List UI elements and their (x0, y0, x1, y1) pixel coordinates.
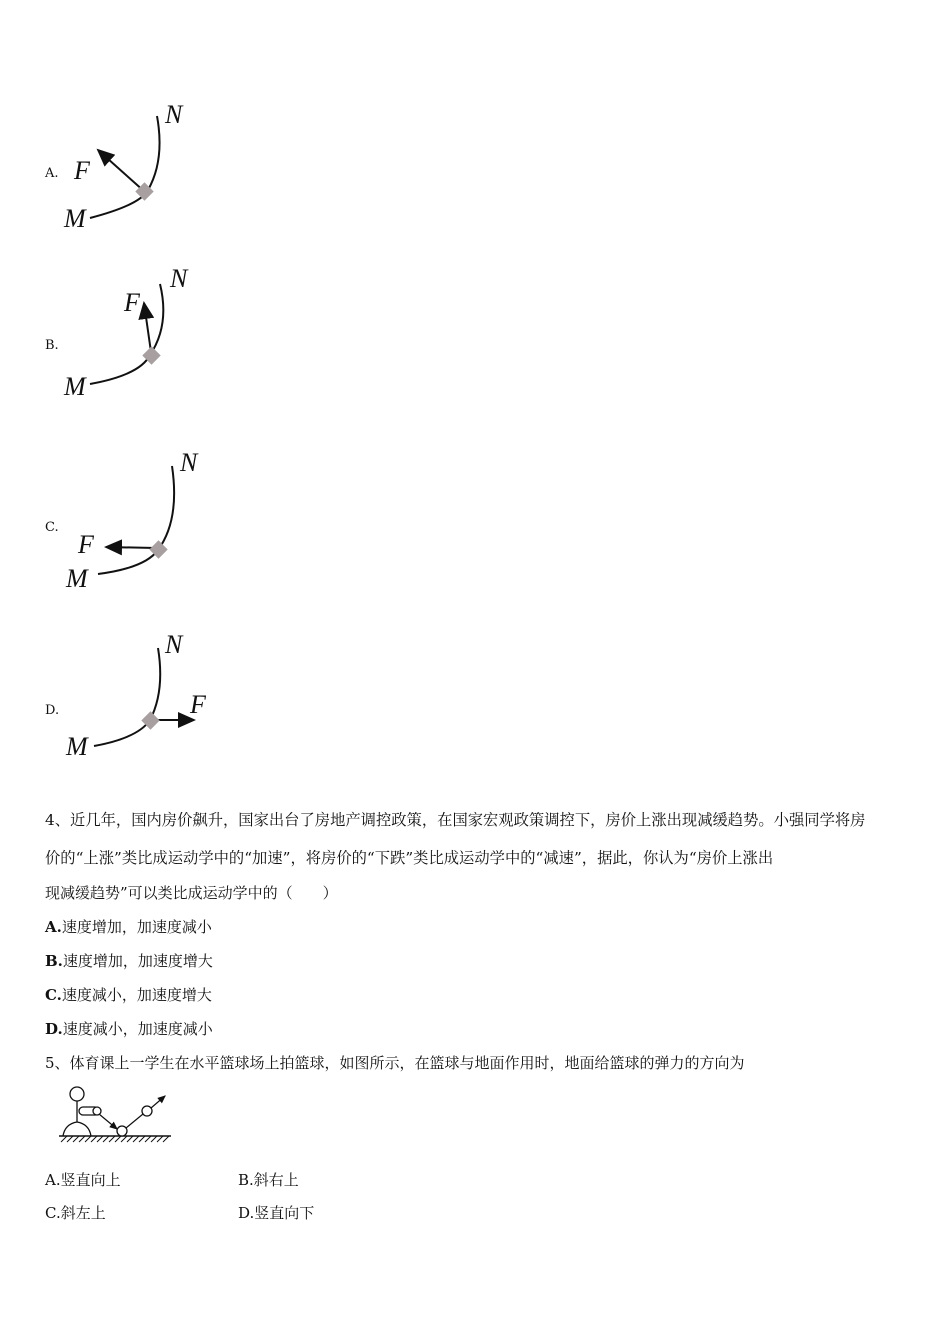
trajectory-curve (90, 116, 160, 218)
figure-b-option-label: B. (45, 338, 59, 353)
option-key: A. (45, 1171, 61, 1189)
q5-option-d (238, 1202, 314, 1223)
option-key: B. (238, 1171, 254, 1189)
ball-path-up (126, 1114, 143, 1128)
q5-option-b (238, 1169, 299, 1190)
basketball-figure (55, 1082, 180, 1147)
option-key: B. (45, 952, 63, 970)
basketball-ground (117, 1126, 127, 1136)
label-m: M (66, 732, 88, 761)
ground-hatching (61, 1136, 169, 1142)
q4-option-d (45, 1018, 213, 1039)
label-f: F (124, 288, 140, 317)
option-key: C. (45, 1204, 61, 1222)
trajectory-curve (98, 466, 174, 574)
label-m: M (64, 204, 86, 233)
label-f: F (78, 530, 94, 559)
option-text: 竖直向上 (60, 1171, 121, 1189)
force-arrow (106, 547, 156, 548)
label-f: F (74, 156, 90, 185)
ball-path-down (99, 1114, 117, 1129)
q4-stem-line-1: 4、近几年，国内房价飙升，国家出台了房地产调控政策，在国家宏观政策调控下，房价上涨出现减缓趋势。小强同学将房 (45, 811, 866, 829)
option-text: 斜左上 (60, 1204, 106, 1222)
q4-stem-line-2: 价的“上涨”类比成运动学中的“加速”，将房价的“下跌”类比成运动学中的“减速”，据此，你认为“房价上涨出 (45, 849, 774, 867)
label-f: F (190, 690, 206, 719)
force-arrow (98, 150, 145, 192)
option-text: 竖直向下 (254, 1204, 315, 1222)
q5-option-c (45, 1202, 106, 1223)
q4-option-a (45, 916, 212, 937)
trajectory-curve (94, 648, 160, 746)
q4-stem-line-3: 现减缓趋势”可以类比成运动学中的（ ） (45, 884, 338, 902)
figure-c-option-label: C. (45, 520, 59, 535)
label-n: N (165, 630, 183, 659)
option-text: 速度增加，加速度减小 (61, 918, 212, 936)
q5-stem: 5、体育课上一学生在水平篮球场上拍篮球，如图所示，在篮球与地面作用时，地面给篮球的弹力的方向为 (45, 1054, 745, 1072)
option-key: C. (45, 986, 62, 1004)
option-text: 速度减小，加速度增大 (61, 986, 212, 1004)
figure-d-option-label: D. (45, 703, 60, 718)
option-text: 斜右上 (253, 1171, 299, 1189)
label-n: N (170, 264, 188, 293)
option-text: 速度减小，加速度减小 (62, 1020, 213, 1038)
force-arrow (144, 303, 151, 352)
figure-a-option-label: A. (45, 166, 59, 181)
option-key: A. (45, 918, 62, 936)
q4-option-b (45, 950, 213, 971)
label-n: N (165, 100, 183, 129)
label-m: M (66, 564, 88, 593)
label-n: N (180, 448, 198, 477)
student-figure (63, 1087, 101, 1136)
option-text: 速度增加，加速度增大 (62, 952, 213, 970)
q5-option-a (45, 1169, 121, 1190)
label-m: M (64, 372, 86, 401)
ball-path-out (151, 1096, 165, 1108)
q4-option-c (45, 984, 212, 1005)
option-key: D. (45, 1020, 63, 1038)
basketball-air (142, 1106, 152, 1116)
option-key: D. (238, 1204, 255, 1222)
